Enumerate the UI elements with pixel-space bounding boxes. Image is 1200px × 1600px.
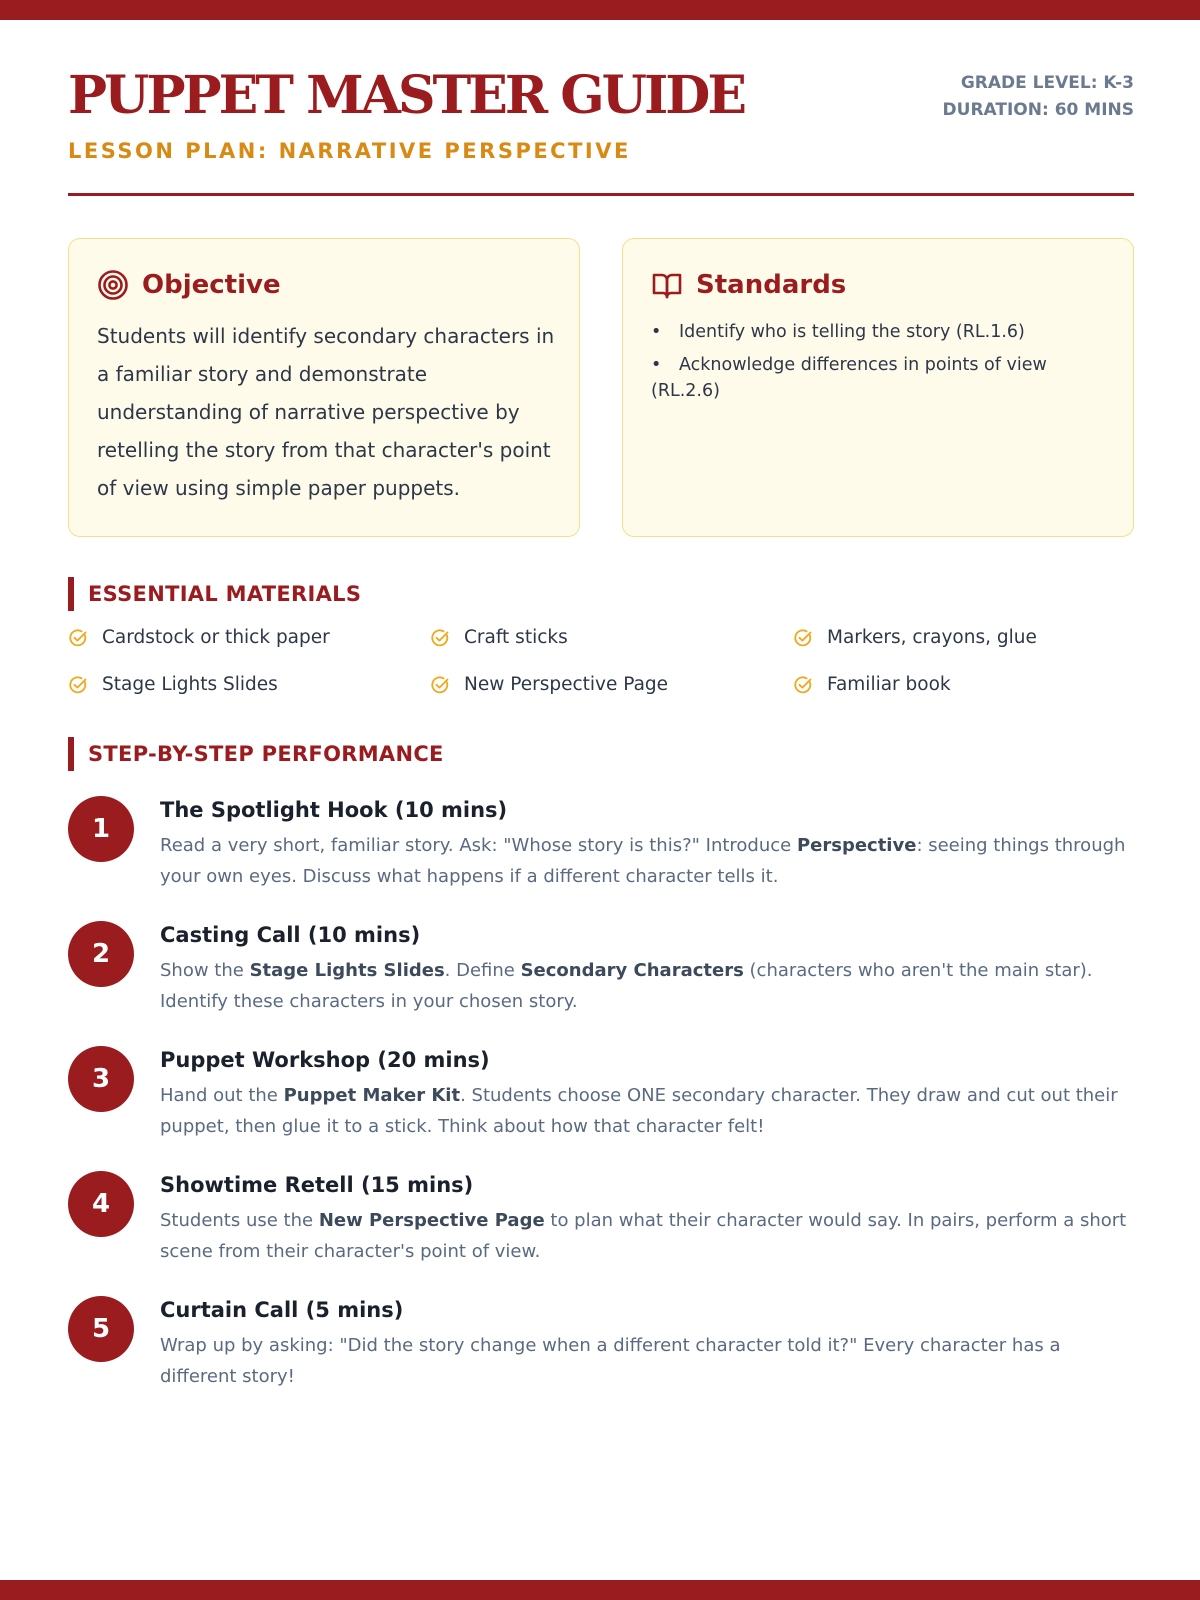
check-circle-icon — [793, 675, 813, 695]
step-number-badge: 1 — [68, 796, 134, 862]
step-description — [160, 830, 1130, 892]
step-item — [68, 1171, 1134, 1281]
step-title: Puppet Workshop (20 mins) — [160, 1048, 490, 1072]
page-subtitle: LESSON PLAN: NARRATIVE PERSPECTIVE — [68, 139, 631, 163]
bottom-accent-bar — [0, 1580, 1200, 1600]
step-item — [68, 1046, 1134, 1156]
step-title: Curtain Call (5 mins) — [160, 1298, 404, 1322]
lesson-meta — [943, 70, 1134, 124]
step-number-badge: 4 — [68, 1171, 134, 1237]
step-text: to plan what their character would say. In pairs, perform a short scene from their character's point of view. — [160, 1210, 1127, 1262]
material-item — [793, 627, 1037, 648]
step-key-term: New Perspective Page — [318, 1210, 545, 1231]
step-item — [68, 921, 1134, 1031]
material-item — [430, 627, 568, 648]
standard-item: • Acknowledge differences in points of view (RL.2.6) — [651, 352, 1091, 404]
step-number-badge: 5 — [68, 1296, 134, 1362]
step-text: Wrap up by asking: "Did the story change when a different character told it?" Every character has a different story! — [160, 1335, 1061, 1387]
step-title: The Spotlight Hook (10 mins) — [160, 798, 508, 822]
step-text: Read a very short, familiar story. Ask: "Whose story is this?" Introduce — [160, 835, 797, 856]
check-circle-icon — [68, 628, 88, 648]
step-title: Showtime Retell (15 mins) — [160, 1173, 474, 1197]
steps-heading: STEP-BY-STEP PERFORMANCE — [68, 737, 444, 771]
step-key-term: Perspective — [796, 835, 917, 856]
grade-level: GRADE LEVEL: K-3 — [960, 73, 1134, 93]
lesson-plan-page — [68, 20, 1134, 1387]
standards-header — [651, 269, 846, 301]
objective-title: Objective — [142, 270, 281, 300]
book-icon — [651, 269, 683, 301]
material-item — [430, 674, 668, 695]
step-text: : seeing things through your own eyes. Discuss what happens if a different character tells it. — [160, 835, 1126, 887]
material-label: Craft sticks — [464, 627, 568, 648]
step-item — [68, 1296, 1134, 1406]
top-accent-bar — [0, 0, 1200, 20]
check-circle-icon — [430, 675, 450, 695]
step-key-term: Stage Lights Slides — [249, 960, 445, 981]
duration: DURATION: 60 MINS — [942, 100, 1134, 120]
standards-title: Standards — [696, 270, 847, 300]
material-label: Stage Lights Slides — [102, 674, 278, 695]
objective-header — [97, 269, 281, 301]
step-text: Hand out the — [160, 1085, 284, 1106]
materials-heading: ESSENTIAL MATERIALS — [68, 577, 361, 611]
page-title: PUPPET MASTER GUIDE — [68, 65, 745, 126]
step-number-badge: 2 — [68, 921, 134, 987]
step-text: (characters who aren't the main star). Identify these characters in your chosen story. — [160, 960, 1093, 1012]
material-label: Familiar book — [827, 674, 951, 695]
material-label: Cardstock or thick paper — [102, 627, 330, 648]
objective-text: Students will identify secondary characters in a familiar story and demonstrate understanding of narrative perspective by retelling the story from that character's point of view using simple paper puppets. — [97, 324, 555, 500]
material-item — [68, 674, 278, 695]
standards-card — [622, 238, 1134, 537]
step-text: Show the — [160, 960, 250, 981]
material-item — [793, 674, 951, 695]
check-circle-icon — [430, 628, 450, 648]
step-description — [160, 1205, 1130, 1267]
info-cards — [68, 238, 1134, 537]
standard-item: • Identify who is telling the story (RL.1.6) — [651, 319, 1091, 345]
step-text: . Define — [444, 960, 521, 981]
step-item — [68, 796, 1134, 906]
material-label: New Perspective Page — [464, 674, 669, 695]
check-circle-icon — [68, 675, 88, 695]
step-description — [160, 955, 1130, 1017]
material-item — [68, 627, 330, 648]
objective-card — [68, 238, 580, 537]
step-text: . Students choose ONE secondary character. They draw and cut out their puppet, then glue it to a stick. Think about how that character felt! — [160, 1085, 1118, 1137]
check-circle-icon — [793, 628, 813, 648]
step-number-badge: 3 — [68, 1046, 134, 1112]
step-key-term: Puppet Maker Kit — [283, 1085, 461, 1106]
header — [68, 20, 1134, 196]
step-description — [160, 1330, 1130, 1392]
step-text: Students use the — [160, 1210, 319, 1231]
step-title: Casting Call (10 mins) — [160, 923, 421, 947]
step-description — [160, 1080, 1130, 1142]
step-key-term: Secondary Characters — [520, 960, 744, 981]
material-label: Markers, crayons, glue — [827, 627, 1037, 648]
standards-list — [651, 319, 1091, 411]
target-icon — [97, 269, 129, 301]
